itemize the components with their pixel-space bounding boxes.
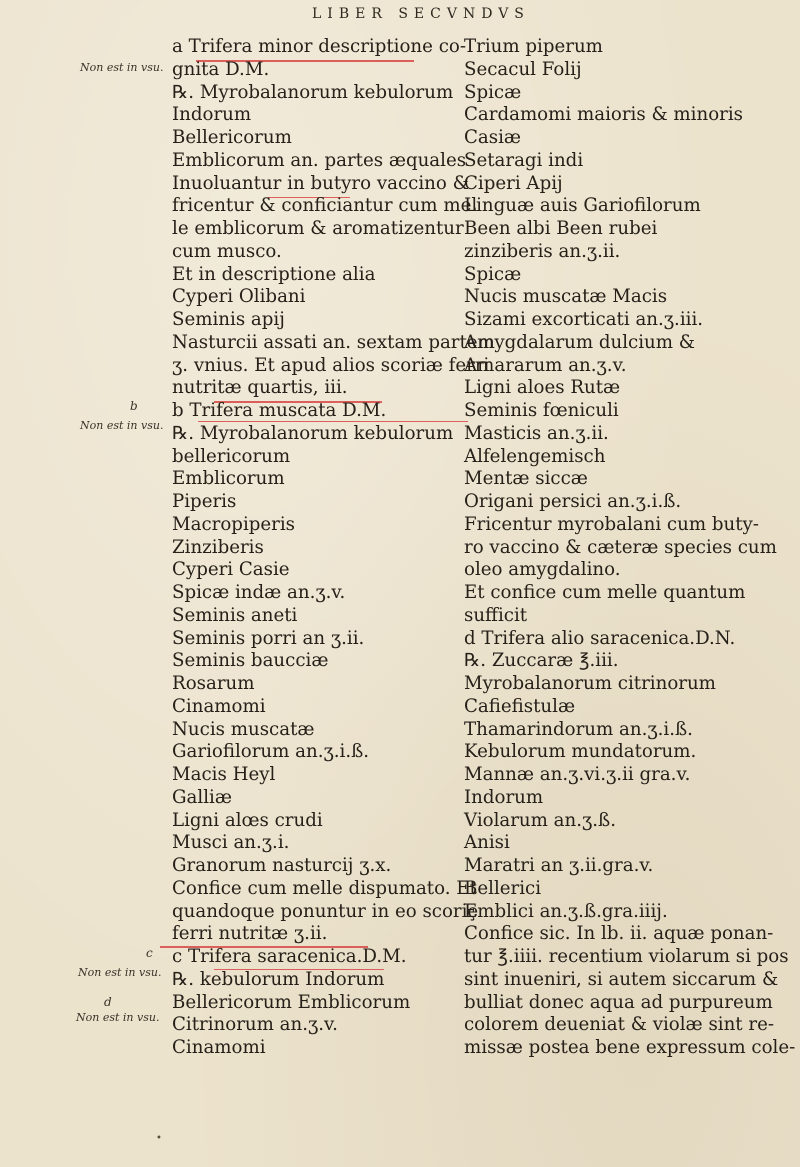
right-column-line: Maratri an ʒ.ii.gra.v.	[464, 855, 654, 876]
margin-note-b-letter	[130, 400, 138, 413]
left-column-line: Emblicorum	[172, 468, 285, 490]
left-column-line: bellericorum	[172, 445, 291, 467]
left-column-line: Macis Heyl	[172, 764, 276, 785]
left-column-line: ferri nutritæ ʒ.ii.	[172, 923, 328, 945]
margin-note-d-letter-text: d	[104, 995, 112, 1009]
right-column-line: Cardamomi maioris & minoris	[464, 104, 744, 126]
right-column-line: Confice sic. In lb. ii. aquæ ponan-	[464, 923, 774, 945]
left-column-line: Nasturcii assati an. sextam partem	[172, 331, 495, 353]
margin-note-d	[76, 1012, 159, 1024]
right-column-line: sufficit	[464, 604, 528, 626]
left-column-line: Gariofilorum an.ʒ.i.ß.	[172, 741, 370, 763]
right-column-line: Spicæ	[464, 263, 522, 285]
right-column-line: Anisi	[464, 832, 510, 854]
right-column-line: Et confice cum melle quantum	[464, 582, 746, 603]
right-column-line: missæ postea bene expressum cole-	[464, 1037, 796, 1058]
right-column-line: Mannæ an.ʒ.vi.ʒ.ii gra.v.	[464, 764, 691, 785]
left-column-line: Nucis muscatæ	[172, 718, 315, 740]
margin-note-d-letter	[104, 996, 112, 1009]
left-column-line: quandoque ponuntur in eo scoriȩ	[172, 900, 479, 922]
right-column-line: Trium piperum	[464, 36, 603, 57]
right-column-line: zinziberis an.ʒ.ii.	[464, 240, 621, 262]
left-column-line: Cinamomi	[172, 695, 266, 717]
left-column-line: Cyperi Casie	[172, 559, 290, 581]
right-column-line: Bellerici	[464, 877, 542, 899]
margin-note-b	[80, 420, 163, 432]
right-column-line: Setaragi indi	[464, 149, 584, 171]
left-column-line: b Trifera muscata D.M.	[172, 400, 387, 421]
right-column-line: Masticis an.ʒ.ii.	[464, 422, 609, 444]
right-column-line: Seminis fœniculi	[464, 400, 619, 421]
margin-note-c	[78, 967, 161, 979]
left-column-line: Inuoluantur in butyro vaccino &	[172, 172, 469, 194]
right-column-line: Mentæ siccæ	[464, 468, 588, 490]
right-column-line: Nucis muscatæ Macis	[464, 286, 668, 308]
right-column-line: Thamarindorum an.ʒ.i.ß.	[464, 718, 693, 740]
right-column-line: Indorum	[464, 786, 544, 808]
page-blemish: •	[156, 1133, 162, 1144]
left-column-line: Indorum	[172, 104, 252, 126]
left-column-line: Zinziberis	[172, 536, 264, 558]
right-column-line: Amygdalarum dulcium &	[464, 331, 695, 353]
margin-note-b-text: Non est in vsu.	[80, 419, 164, 432]
left-column-line: Ligni alœs crudi	[172, 809, 323, 831]
right-text-column	[464, 36, 794, 1060]
left-column-line: Cyperi Olibani	[172, 286, 306, 308]
right-column-line: Fricentur myrobalani cum buty-	[464, 513, 759, 535]
right-column-line: Violarum an.ʒ.ß.	[464, 809, 616, 831]
left-column-line: ℞. kebulorum Indorum	[172, 968, 385, 990]
right-column-line: Been albi Been rubei	[464, 218, 658, 239]
running-header: LIBER SECVNDVS	[312, 6, 530, 22]
left-column-line: Confice cum melle dispumato. Et	[172, 877, 477, 899]
left-column-line: ℞. Myrobalanorum kebulorum	[172, 422, 454, 444]
right-column-line: Amararum an.ʒ.v.	[464, 354, 627, 376]
left-column-line: Bellericorum Emblicorum	[172, 991, 411, 1013]
margin-note-c-text: Non est in vsu.	[78, 966, 162, 979]
left-column-line: c Trifera saracenica.D.M.	[172, 946, 407, 967]
left-column-line: Seminis aneti	[172, 604, 298, 626]
right-column-line: d Trifera alio saracenica.D.N.	[464, 627, 736, 649]
right-column-line: Ligni aloes Rutæ	[464, 377, 621, 399]
left-column-line: gnita D.M.	[172, 58, 270, 80]
right-column-line: tur ℥.iiii. recentium violarum si pos	[464, 946, 789, 967]
margin-note-c-letter	[146, 947, 153, 960]
right-column-line: Sizami excorticati an.ʒ.iii.	[464, 309, 704, 330]
right-column-line: Casiæ	[464, 127, 522, 148]
left-column-line: Granorum nasturcij ʒ.x.	[172, 855, 392, 876]
right-column-line: Alfelengemisch	[464, 445, 606, 467]
right-column-line: Myrobalanorum citrinorum	[464, 673, 716, 694]
right-column-line: Spicæ	[464, 81, 522, 103]
left-column-line: fricentur & conficiantur cum mel	[172, 195, 478, 217]
right-column-line: sint inueniri, si autem siccarum &	[464, 968, 779, 990]
margin-note-d-text: Non est in vsu.	[76, 1011, 160, 1024]
right-column-line: ro vaccino & cæteræ species cum	[464, 536, 777, 558]
right-column-line: oleo amygdalino.	[464, 559, 621, 581]
left-column-line: a Trifera minor descriptione co-	[172, 36, 466, 57]
left-column-line: Emblicorum an. partes æquales	[172, 149, 467, 171]
right-column-line: Ciperi Apij	[464, 172, 563, 194]
left-column-line: Cinamomi	[172, 1037, 266, 1058]
left-column-line: Citrinorum an.ʒ.v.	[172, 1014, 338, 1036]
left-column-line: Spicæ indæ an.ʒ.v.	[172, 582, 346, 603]
left-column-line: Rosarum	[172, 673, 255, 694]
right-column-line: Cafiefistulæ	[464, 695, 576, 717]
left-column-line: Musci an.ʒ.i.	[172, 832, 290, 854]
left-column-line: Bellericorum	[172, 127, 292, 148]
left-column-line: ℞. Myrobalanorum kebulorum	[172, 81, 454, 103]
margin-note-b-letter-text: b	[130, 399, 138, 413]
right-column-line: Kebulorum mundatorum.	[464, 741, 697, 763]
margin-note-a	[80, 62, 163, 74]
left-column-line: Piperis	[172, 491, 237, 512]
left-column-line: Macropiperis	[172, 513, 296, 535]
left-column-line: Seminis apij	[172, 309, 285, 330]
left-column-line: le emblicorum & aromatizentur	[172, 218, 464, 239]
margin-note-a-text: Non est in vsu.	[80, 61, 164, 74]
left-column-line: Seminis baucciæ	[172, 650, 329, 672]
right-column-line: bulliat donec aqua ad purpureum	[464, 991, 773, 1013]
right-column-line: Secacul Folij	[464, 58, 582, 80]
left-column-line: Et in descriptione alia	[172, 263, 376, 285]
right-column-line: Origani persici an.ʒ.i.ß.	[464, 491, 682, 512]
right-column-line: colorem deueniat & violæ sint re-	[464, 1014, 774, 1036]
right-column-line: Emblici an.ʒ.ß.gra.iiij.	[464, 900, 668, 922]
margin-note-c-letter-text: c	[146, 946, 153, 960]
right-column-line: ℞. Zuccaræ ℥.iii.	[464, 650, 619, 672]
right-column-line: Linguæ auis Gariofilorum	[464, 195, 701, 217]
left-column-line: nutritæ quartis, iii.	[172, 377, 348, 399]
left-column-line: Galliæ	[172, 786, 232, 808]
left-column-line: Seminis porri an ʒ.ii.	[172, 627, 365, 649]
left-column-line: ʒ. vnius. Et apud alios scoriæ ferri	[172, 354, 490, 376]
left-column-line: cum musco.	[172, 240, 282, 262]
